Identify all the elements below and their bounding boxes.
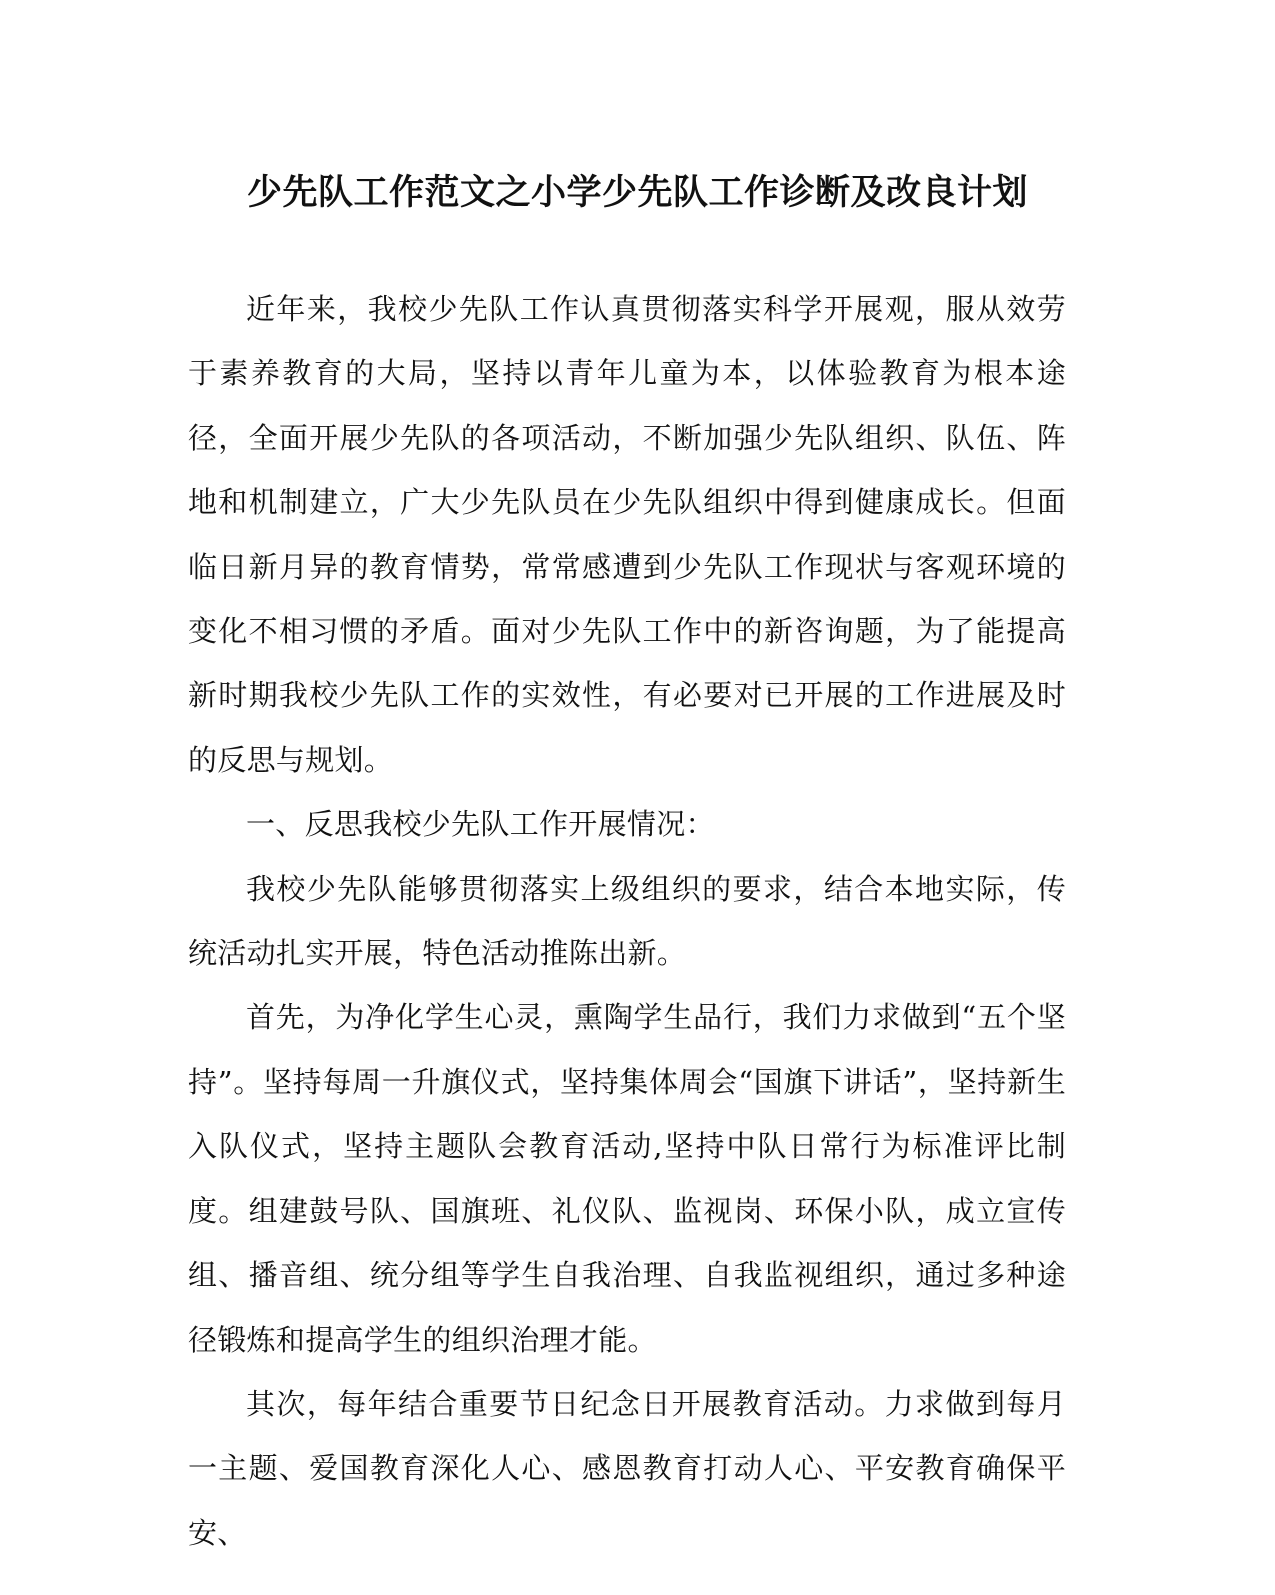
- document-title: 少先队工作范文之小学少先队工作诊断及改良计划: [246, 172, 1028, 213]
- paragraph-overview: 我校少先队能够贯彻落实上级组织的要求，结合本地实际，传统活动扎实开展，特色活动推陈出新。: [188, 871, 1066, 971]
- document-body: [188, 277, 1066, 1565]
- paragraph-second: 其次，每年结合重要节日纪念日开展教育活动。力求做到每月一主题、爱国教育深化人心、感恩教育打动人心、平安教育确保平安、: [188, 1386, 1066, 1550]
- paragraph-first: 首先，为净化学生心灵，熏陶学生品行，我们力求做到“五个坚持”。坚持每周一升旗仪式，坚持集体周会“国旗下讲话”，坚持新生入队仪式，坚持主题队会教育活动,坚持中队日常行为标准评比制度。组建鼓号队、国旗班、礼仪队、监视岗、环保小队，成立宣传组、播音组、统分组等学生自我治理、自我监视组织，通过多种途径锻炼和提高学生的组织治理才能。: [188, 1000, 1066, 1357]
- paragraph-intro: 近年来，我校少先队工作认真贯彻落实科学开展观，服从效劳于素养教育的大局，坚持以青年儿童为本，以体验教育为根本途径，全面开展少先队的各项活动，不断加强少先队组织、队伍、阵地和机制建立，广大少先队员在少先队组织中得到健康成长。但面临日新月异的教育情势，常常感遭到少先队工作现状与客观环境的变化不相习惯的矛盾。面对少先队工作中的新咨询题，为了能提高新时期我校少先队工作的实效性，有必要对已开展的工作进展及时的反思与规划。: [188, 292, 1066, 777]
- section-heading-reflection: 一、反思我校少先队工作开展情况：: [246, 807, 715, 842]
